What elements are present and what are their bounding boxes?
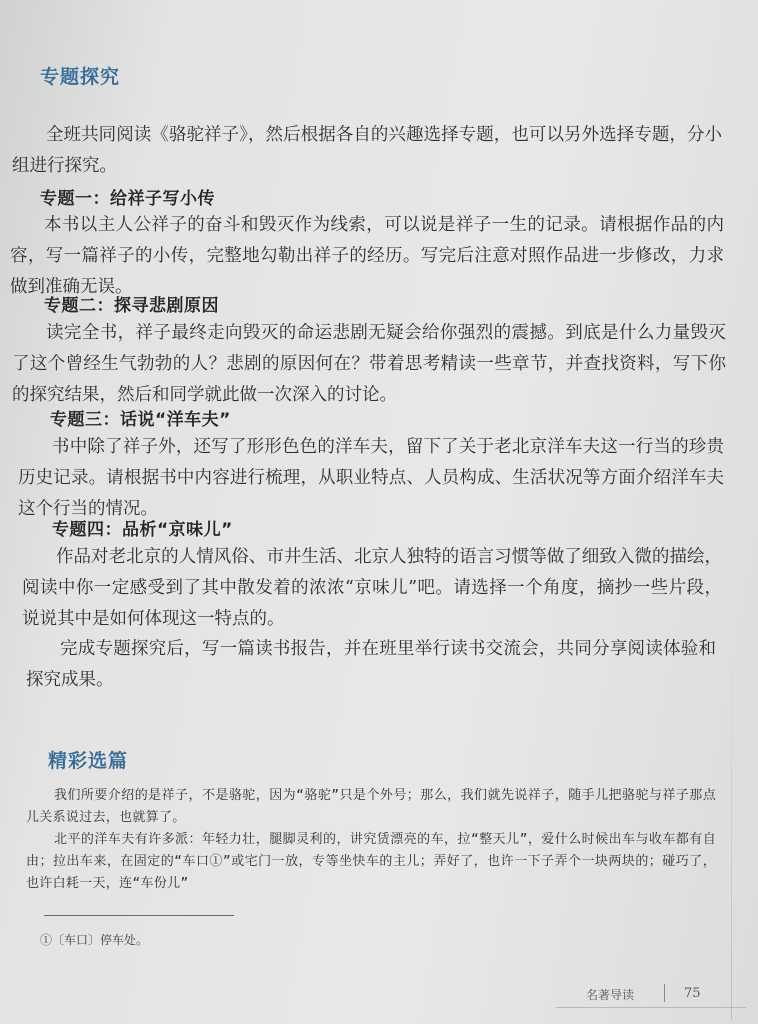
page-edge-shadow: [731, 660, 732, 1020]
closing-paragraph: 完成专题探究后，写一篇读书报告，并在班里举行读书交流会，共同分享阅读体验和探究成果。: [26, 639, 716, 690]
topic-2-body: 读完全书，祥子最终走向毁灭的命运悲剧无疑会给你强烈的震撼。到底是什么力量毁灭了这个曾经生气勃勃的人？悲剧的原因何在？带着思考精读一些章节，并查找资料，写下你的探究结果，然后和同学就此做一次深入的讨论。: [12, 323, 726, 405]
footer-rule: [556, 1007, 746, 1008]
intro-paragraph: 全班共同阅读《骆驼祥子》，然后根据各自的兴趣选择专题，也可以另外选择专题，分小组进行探究。: [12, 125, 722, 176]
topic-4-title: 专题四：品析“京味儿”: [52, 520, 233, 540]
topic-1-title: 专题一：给祥子写小传: [40, 189, 215, 209]
footnote: ①〔车口〕停车处。: [40, 933, 149, 947]
section-title-topic-inquiry: 专题探究: [40, 66, 121, 88]
excerpt-paragraph: 我们所要介绍的是祥子，不是骆驼，因为“骆驼”只是个外号；那么，我们就先说祥子，随手儿把骆驼与祥子那点儿关系说过去，也就算了。: [26, 788, 716, 825]
excerpt-paragraph: 北平的洋车夫有许多派：年轻力壮，腿脚灵利的，讲究赁漂亮的车，拉“整天儿”，爱什么时候出车与收车都有自由；拉出车来，在固定的“车口①”或宅门一放，专等坐快车的主儿；弄好了，也许一下子弄个一块两块的；碰巧了，也许白耗一天，连“车份儿”: [26, 832, 716, 891]
section-title-selected-excerpt: 精彩选篇: [48, 750, 129, 772]
footer-separator: [664, 984, 665, 1002]
topic-2-title: 专题二：探寻悲剧原因: [44, 296, 219, 316]
excerpt-text: [26, 785, 716, 895]
topic-3-body: 书中除了祥子外，还写了形形色色的洋车夫，留下了关于老北京洋车夫这一行当的珍贵历史记录。请根据书中内容进行梳理，从职业特点、人员构成、生活状况等方面介绍洋车夫这个行当的情况。: [18, 437, 724, 519]
topic-4-body: 作品对老北京的人情风俗、市井生活、北京人独特的语言习惯等做了细致入微的描绘，阅读中你一定感受到了其中散发着的浓浓“京味儿”吧。请选择一个角度，摘抄一些片段，说说其中是如何体现这一特点的。: [22, 547, 722, 629]
footnote-divider: [44, 915, 234, 916]
page-number: 75: [684, 986, 701, 1001]
topic-3-title: 专题三：话说“洋车夫”: [50, 410, 231, 430]
footer-label: 名著导读: [586, 988, 635, 1002]
topic-1-body: 本书以主人公祥子的奋斗和毁灭作为线索，可以说是祥子一生的记录。请根据作品的内容，写一篇祥子的小传，完整地勾勒出祥子的经历。写完后注意对照作品进一步修改，力求做到准确无误。: [10, 215, 724, 297]
